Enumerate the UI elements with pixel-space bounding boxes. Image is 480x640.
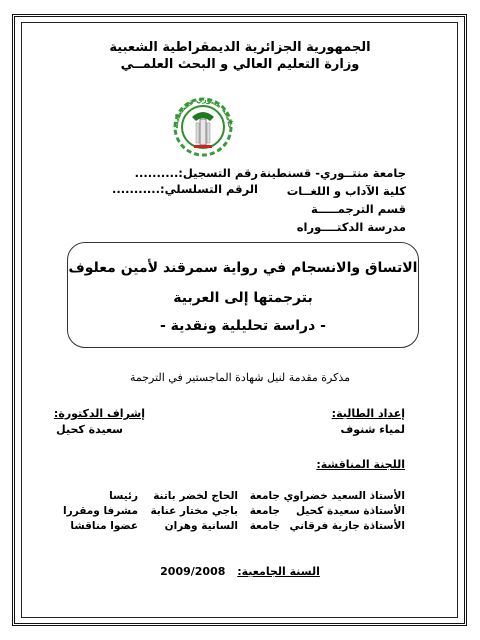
university-logo — [170, 87, 236, 167]
committee-label: اللجنة المناقشة: — [316, 458, 405, 471]
registration-info — [108, 165, 258, 197]
committee-row — [60, 490, 405, 502]
supervisor-label: إشراف الدكتورة: — [53, 407, 145, 420]
thesis-title-line1: الاتساق والانسجام في رواية سمرقند لأمين معلوف — [68, 260, 418, 276]
committee-row — [60, 505, 405, 517]
committee-row — [60, 520, 405, 532]
academic-year-label: السنة الجامعية: — [237, 565, 320, 578]
logo-arc-text: جامعة منتوري قسنطينة — [171, 95, 235, 129]
faculty-name: كلية الآداب و اللغــات — [286, 184, 406, 198]
serial-number: الرقم التسلسلي:........... — [111, 182, 258, 196]
member-university: باجي مختار عنابة — [150, 505, 238, 517]
member-university: السانية وهران — [164, 520, 238, 532]
member-role: رئيسا — [109, 490, 138, 502]
member-university: الحاج لخضر باتنة — [153, 490, 238, 502]
member-uni-word: جامعة — [249, 505, 280, 517]
registration-number: رقم التسجيل:.......... — [134, 166, 258, 180]
member-role: عضوا مناقشا — [70, 520, 138, 532]
member-uni-word: جامعة — [249, 520, 280, 532]
member-name: الأستاذة جازية فرقاني — [289, 520, 405, 532]
ministry-heading: وزارة التعليم العالي و البحث العلمــي — [120, 57, 360, 72]
memo-description: مذكرة مقدمة لنيل شهادة الماجستير في الترجمة — [129, 371, 351, 384]
student-name: لمياء شنوف — [340, 423, 405, 436]
university-emblem-icon — [170, 87, 236, 167]
student-label: إعداد الطالبة: — [331, 407, 405, 420]
member-name: الأستاذ السعيد خضراوي — [283, 490, 405, 502]
academic-year — [100, 565, 380, 578]
supervisor-name: سعيدة كحيل — [56, 423, 123, 436]
academic-year-value: 2009/2008 — [160, 565, 226, 578]
thesis-title-line3: - دراسة تحليلية ونقدية - — [160, 318, 326, 334]
member-role: مشرفا ومقررا — [63, 505, 138, 517]
university-name: جامعة منتــوري- قسنطينة — [259, 166, 406, 180]
republic-heading: الجمهورية الجزائرية الديمقراطية الشعبية — [109, 40, 371, 55]
department-name: قسم الترجمـــــة — [311, 202, 406, 216]
member-name: الأستاذة سعيدة كحيل — [295, 505, 405, 517]
doctoral-school: مدرسة الدكتــــوراه — [296, 220, 406, 234]
thesis-title-line2: بترجمتها إلى العربية — [173, 290, 313, 306]
member-uni-word: جامعة — [249, 490, 280, 502]
